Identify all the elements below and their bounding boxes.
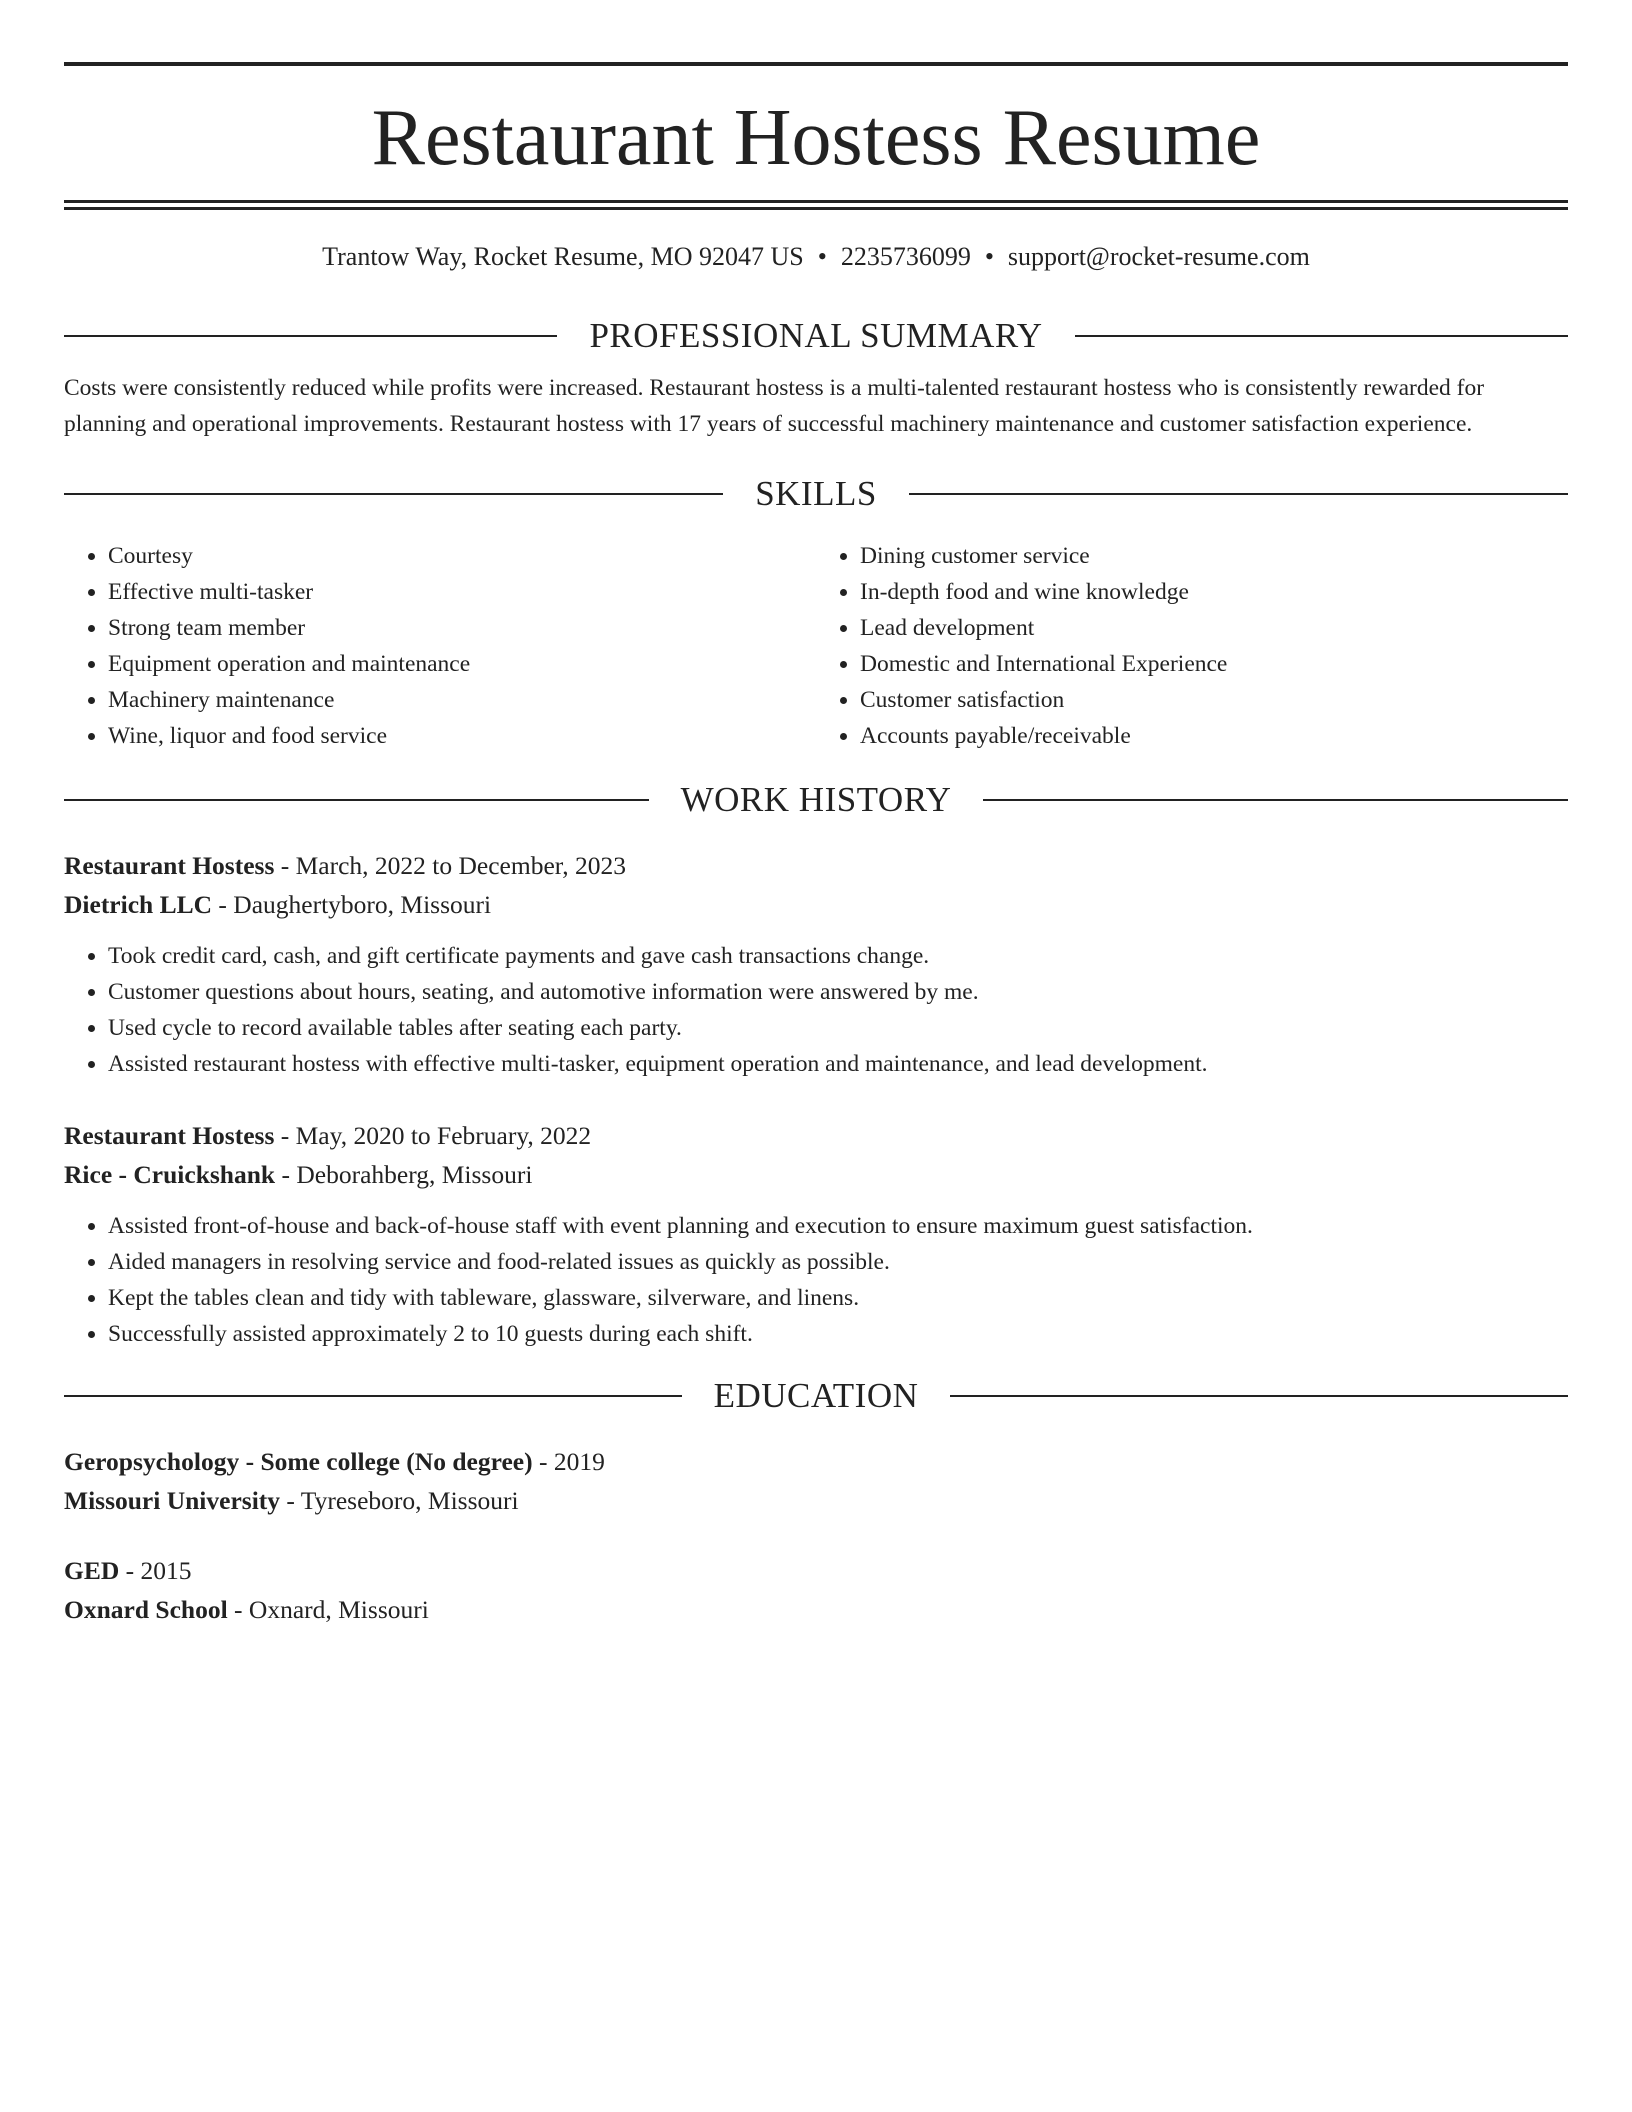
job-title-line [64, 846, 1568, 885]
section-heading-education [64, 1372, 1568, 1420]
job-bullet: • Took credit card, cash, and gift certificate payments and gave cash transactions change. [108, 938, 1568, 974]
skill-item: • Strong team member [108, 610, 816, 646]
job-title-line [64, 1116, 1568, 1155]
heading-rule-right [983, 799, 1568, 801]
job-dates: - March, 2022 to December, 2023 [274, 851, 626, 880]
resume-title: Restaurant Hostess Resume [371, 94, 1261, 182]
job-location: - Deborahberg, Missouri [275, 1160, 533, 1189]
section-heading-label: SKILLS [755, 474, 877, 513]
contact-line [64, 240, 1568, 274]
skill-item: • Wine, liquor and food service [108, 718, 816, 754]
education-degree-line [64, 1551, 1568, 1590]
contact-address: Trantow Way, Rocket Resume, MO 92047 US [322, 242, 804, 271]
contact-email: support@rocket-resume.com [1007, 242, 1310, 271]
resume-page [64, 62, 1568, 1629]
section-heading-label: EDUCATION [713, 1376, 919, 1415]
contact-phone: 2235736099 [840, 242, 971, 271]
job-title: Restaurant Hostess [64, 1121, 275, 1150]
job-bullet: • Successfully assisted approximately 2 to 10 guests during each shift. [108, 1316, 1568, 1352]
job-bullet: • Customer questions about hours, seating, and automotive information were answered by me. [108, 974, 1568, 1010]
heading-rule-left [64, 1395, 682, 1397]
job-bullet: • Assisted front-of-house and back-of-house staff with event planning and execution to ensure maximum guest satisfaction. [108, 1208, 1568, 1244]
job-bullet: • Aided managers in resolving service and food-related issues as quickly as possible. [108, 1244, 1568, 1280]
education-school: Oxnard School [64, 1595, 228, 1624]
job-entry [64, 1116, 1568, 1352]
education-school: Missouri University [64, 1486, 281, 1515]
heading-rule-left [64, 799, 649, 801]
job-company-line [64, 1155, 1568, 1194]
skills-list-left [64, 538, 816, 754]
section-heading-skills [64, 470, 1568, 518]
skills-list-right [816, 538, 1568, 754]
contact-separator: • [984, 242, 994, 271]
title-double-rule [64, 200, 1568, 210]
job-company: Dietrich LLC [64, 890, 213, 919]
contact-separator: • [817, 242, 827, 271]
skills-columns [64, 538, 1568, 754]
summary-text: Costs were consistently reduced while profits were increased. Restaurant hostess is a multi-talented restaurant hostess who is consistently rewarded for planning and operational improvements. Restaurant hostess with 17 years of successful machinery maintenance and customer satisfaction experience. [64, 375, 1485, 437]
skill-item: • Courtesy [108, 538, 816, 574]
education-degree: Geropsychology - Some college (No degree) [64, 1447, 533, 1476]
skill-item: • Machinery maintenance [108, 682, 816, 718]
job-title: Restaurant Hostess [64, 851, 275, 880]
job-entry [64, 846, 1568, 1082]
education-entry [64, 1442, 1568, 1520]
heading-rule-right [950, 1395, 1568, 1397]
job-company-line [64, 885, 1568, 924]
education-school-line [64, 1481, 1568, 1520]
top-rule [64, 62, 1568, 66]
education-location: - Tyreseboro, Missouri [280, 1486, 519, 1515]
education-entry [64, 1551, 1568, 1629]
education-year: - 2019 [532, 1447, 605, 1476]
education-degree: GED [64, 1556, 120, 1585]
job-dates: - May, 2020 to February, 2022 [274, 1121, 592, 1150]
section-heading-label: WORK HISTORY [680, 780, 952, 819]
skill-item: • Customer satisfaction [860, 682, 1568, 718]
heading-rule-left [64, 493, 723, 495]
skill-item: • Lead development [860, 610, 1568, 646]
heading-rule-right [1075, 335, 1568, 337]
skill-item: • In-depth food and wine knowledge [860, 574, 1568, 610]
education-year: - 2015 [119, 1556, 192, 1585]
skill-item: • Domestic and International Experience [860, 646, 1568, 682]
job-bullet: • Kept the tables clean and tidy with tableware, glassware, silverware, and linens. [108, 1280, 1568, 1316]
heading-rule-right [909, 493, 1568, 495]
job-location: - Daughertyboro, Missouri [212, 890, 492, 919]
job-bullet: • Used cycle to record available tables after seating each party. [108, 1010, 1568, 1046]
skill-item: • Effective multi-tasker [108, 574, 816, 610]
section-heading-summary [64, 312, 1568, 360]
skill-item: • Equipment operation and maintenance [108, 646, 816, 682]
education-degree-line [64, 1442, 1568, 1481]
skill-item: • Accounts payable/receivable [860, 718, 1568, 754]
skill-item: • Dining customer service [860, 538, 1568, 574]
job-bullet: • Assisted restaurant hostess with effective multi-tasker, equipment operation and maintenance, and lead development. [108, 1046, 1568, 1082]
job-bullets [64, 1208, 1568, 1352]
job-bullets [64, 938, 1568, 1082]
section-heading-label: PROFESSIONAL SUMMARY [589, 316, 1043, 355]
job-company: Rice - Cruickshank [64, 1160, 276, 1189]
education-school-line [64, 1590, 1568, 1629]
section-heading-work-history [64, 776, 1568, 824]
education-location: - Oxnard, Missouri [227, 1595, 429, 1624]
heading-rule-left [64, 335, 557, 337]
